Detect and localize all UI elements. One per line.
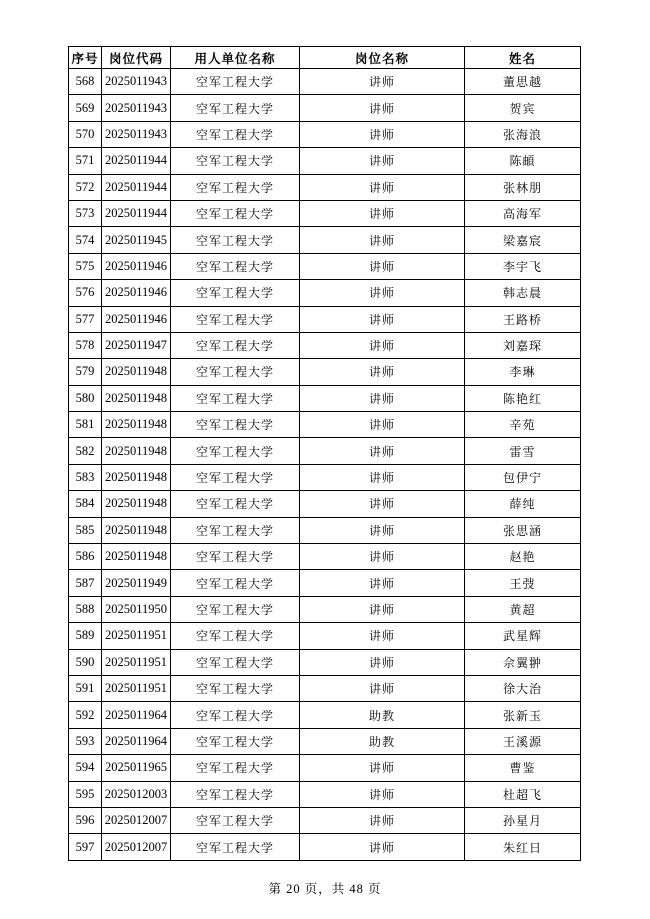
table-row <box>69 332 581 358</box>
cell-position-code: 2025011948 <box>102 491 171 517</box>
cell-person-name: 王溪源 <box>465 728 581 754</box>
table-row <box>69 95 581 121</box>
cell-position-code: 2025011951 <box>102 675 171 701</box>
cell-employer-name: 空军工程大学 <box>171 253 300 279</box>
cell-seq: 568 <box>69 69 102 95</box>
cell-employer-name: 空军工程大学 <box>171 517 300 543</box>
cell-employer-name: 空军工程大学 <box>171 412 300 438</box>
cell-position-name: 讲师 <box>300 834 465 860</box>
cell-person-name: 孙星月 <box>465 807 581 833</box>
header-position-code: 岗位代码 <box>102 47 171 69</box>
table-row <box>69 200 581 226</box>
table-row <box>69 148 581 174</box>
table-row <box>69 464 581 490</box>
cell-position-code: 2025011946 <box>102 306 171 332</box>
cell-position-name: 讲师 <box>300 491 465 517</box>
cell-person-name: 辛苑 <box>465 412 581 438</box>
cell-person-name: 张林朋 <box>465 174 581 200</box>
cell-position-code: 2025011944 <box>102 200 171 226</box>
cell-position-code: 2025011948 <box>102 517 171 543</box>
cell-position-code: 2025011946 <box>102 253 171 279</box>
cell-person-name: 包伊宁 <box>465 464 581 490</box>
table-row <box>69 69 581 95</box>
table-row <box>69 174 581 200</box>
cell-employer-name: 空军工程大学 <box>171 544 300 570</box>
cell-position-name: 讲师 <box>300 781 465 807</box>
cell-employer-name: 空军工程大学 <box>171 438 300 464</box>
table-row <box>69 675 581 701</box>
cell-employer-name: 空军工程大学 <box>171 69 300 95</box>
cell-person-name: 韩志晨 <box>465 280 581 306</box>
table-row <box>69 623 581 649</box>
cell-seq: 571 <box>69 148 102 174</box>
cell-position-name: 讲师 <box>300 200 465 226</box>
cell-seq: 595 <box>69 781 102 807</box>
cell-seq: 582 <box>69 438 102 464</box>
cell-position-code: 2025011948 <box>102 412 171 438</box>
cell-position-code: 2025011965 <box>102 755 171 781</box>
cell-position-name: 讲师 <box>300 69 465 95</box>
cell-employer-name: 空军工程大学 <box>171 570 300 596</box>
cell-position-name: 讲师 <box>300 121 465 147</box>
cell-seq: 586 <box>69 544 102 570</box>
cell-position-code: 2025011949 <box>102 570 171 596</box>
cell-seq: 597 <box>69 834 102 860</box>
cell-seq: 592 <box>69 702 102 728</box>
cell-position-name: 讲师 <box>300 412 465 438</box>
cell-position-code: 2025011964 <box>102 702 171 728</box>
cell-employer-name: 空军工程大学 <box>171 755 300 781</box>
cell-position-name: 助教 <box>300 702 465 728</box>
cell-seq: 573 <box>69 200 102 226</box>
cell-person-name: 杜超飞 <box>465 781 581 807</box>
cell-person-name: 朱红日 <box>465 834 581 860</box>
header-position-name: 岗位名称 <box>300 47 465 69</box>
cell-person-name: 曹鉴 <box>465 755 581 781</box>
table-row <box>69 491 581 517</box>
cell-employer-name: 空军工程大学 <box>171 306 300 332</box>
cell-position-name: 讲师 <box>300 544 465 570</box>
cell-seq: 578 <box>69 332 102 358</box>
cell-position-code: 2025011943 <box>102 95 171 121</box>
cell-employer-name: 空军工程大学 <box>171 623 300 649</box>
cell-position-code: 2025011951 <box>102 649 171 675</box>
header-employer-name: 用人单位名称 <box>171 47 300 69</box>
table-row <box>69 227 581 253</box>
cell-position-name: 讲师 <box>300 359 465 385</box>
table-row <box>69 570 581 596</box>
position-table <box>68 46 581 861</box>
table-row <box>69 438 581 464</box>
cell-employer-name: 空军工程大学 <box>171 807 300 833</box>
cell-seq: 580 <box>69 385 102 411</box>
cell-position-code: 2025011948 <box>102 359 171 385</box>
table-row <box>69 596 581 622</box>
header-person-name: 姓名 <box>465 47 581 69</box>
table-row <box>69 412 581 438</box>
cell-person-name: 贺宾 <box>465 95 581 121</box>
table-body <box>69 69 581 861</box>
cell-position-code: 2025011944 <box>102 148 171 174</box>
cell-person-name: 董思越 <box>465 69 581 95</box>
cell-employer-name: 空军工程大学 <box>171 385 300 411</box>
table-row <box>69 755 581 781</box>
cell-person-name: 薛纯 <box>465 491 581 517</box>
table-row <box>69 306 581 332</box>
cell-seq: 576 <box>69 280 102 306</box>
cell-position-code: 2025011948 <box>102 385 171 411</box>
cell-position-name: 讲师 <box>300 227 465 253</box>
cell-position-name: 讲师 <box>300 306 465 332</box>
cell-employer-name: 空军工程大学 <box>171 174 300 200</box>
cell-seq: 577 <box>69 306 102 332</box>
table-row <box>69 517 581 543</box>
cell-person-name: 王路桥 <box>465 306 581 332</box>
cell-person-name: 陈頔 <box>465 148 581 174</box>
cell-employer-name: 空军工程大学 <box>171 675 300 701</box>
cell-position-name: 讲师 <box>300 280 465 306</box>
cell-employer-name: 空军工程大学 <box>171 359 300 385</box>
table-row <box>69 781 581 807</box>
cell-position-name: 讲师 <box>300 517 465 543</box>
cell-seq: 596 <box>69 807 102 833</box>
cell-person-name: 徐大治 <box>465 675 581 701</box>
cell-seq: 590 <box>69 649 102 675</box>
cell-seq: 584 <box>69 491 102 517</box>
cell-position-name: 讲师 <box>300 649 465 675</box>
table-row <box>69 728 581 754</box>
cell-seq: 574 <box>69 227 102 253</box>
cell-position-name: 讲师 <box>300 755 465 781</box>
cell-employer-name: 空军工程大学 <box>171 464 300 490</box>
table-row <box>69 649 581 675</box>
cell-position-name: 讲师 <box>300 148 465 174</box>
cell-position-name: 讲师 <box>300 438 465 464</box>
cell-employer-name: 空军工程大学 <box>171 649 300 675</box>
cell-person-name: 张思涵 <box>465 517 581 543</box>
cell-position-code: 2025011948 <box>102 544 171 570</box>
cell-seq: 569 <box>69 95 102 121</box>
cell-position-name: 讲师 <box>300 332 465 358</box>
cell-seq: 593 <box>69 728 102 754</box>
table-row <box>69 834 581 860</box>
cell-person-name: 黄超 <box>465 596 581 622</box>
table-row <box>69 121 581 147</box>
cell-position-name: 讲师 <box>300 596 465 622</box>
cell-person-name: 梁嘉宸 <box>465 227 581 253</box>
cell-seq: 575 <box>69 253 102 279</box>
cell-employer-name: 空军工程大学 <box>171 227 300 253</box>
cell-seq: 588 <box>69 596 102 622</box>
cell-position-code: 2025011964 <box>102 728 171 754</box>
cell-person-name: 武星辉 <box>465 623 581 649</box>
cell-seq: 587 <box>69 570 102 596</box>
cell-position-code: 2025012007 <box>102 834 171 860</box>
cell-person-name: 陈艳红 <box>465 385 581 411</box>
cell-person-name: 张海浪 <box>465 121 581 147</box>
cell-position-code: 2025011948 <box>102 464 171 490</box>
page-footer: 第 20 页，共 48 页 <box>268 882 382 896</box>
table-row <box>69 544 581 570</box>
cell-person-name: 李宇飞 <box>465 253 581 279</box>
cell-position-name: 讲师 <box>300 570 465 596</box>
table-row <box>69 253 581 279</box>
cell-position-name: 讲师 <box>300 253 465 279</box>
cell-position-code: 2025011947 <box>102 332 171 358</box>
cell-position-name: 讲师 <box>300 623 465 649</box>
cell-position-name: 讲师 <box>300 807 465 833</box>
cell-position-name: 讲师 <box>300 464 465 490</box>
table-row <box>69 807 581 833</box>
table-row <box>69 359 581 385</box>
cell-seq: 594 <box>69 755 102 781</box>
cell-position-name: 讲师 <box>300 385 465 411</box>
cell-seq: 572 <box>69 174 102 200</box>
cell-position-code: 2025011951 <box>102 623 171 649</box>
cell-position-code: 2025011943 <box>102 121 171 147</box>
cell-position-code: 2025011944 <box>102 174 171 200</box>
cell-position-code: 2025012003 <box>102 781 171 807</box>
cell-position-name: 讲师 <box>300 675 465 701</box>
cell-person-name: 佘翼翀 <box>465 649 581 675</box>
cell-person-name: 刘嘉琛 <box>465 332 581 358</box>
cell-employer-name: 空军工程大学 <box>171 332 300 358</box>
table-row <box>69 702 581 728</box>
table-row <box>69 280 581 306</box>
cell-person-name: 雷雪 <box>465 438 581 464</box>
cell-employer-name: 空军工程大学 <box>171 200 300 226</box>
cell-employer-name: 空军工程大学 <box>171 95 300 121</box>
cell-employer-name: 空军工程大学 <box>171 834 300 860</box>
cell-seq: 581 <box>69 412 102 438</box>
cell-position-name: 讲师 <box>300 95 465 121</box>
cell-employer-name: 空军工程大学 <box>171 781 300 807</box>
cell-employer-name: 空军工程大学 <box>171 728 300 754</box>
table-header-row <box>69 47 581 69</box>
cell-employer-name: 空军工程大学 <box>171 148 300 174</box>
cell-employer-name: 空军工程大学 <box>171 596 300 622</box>
cell-seq: 591 <box>69 675 102 701</box>
cell-seq: 589 <box>69 623 102 649</box>
cell-person-name: 张新玉 <box>465 702 581 728</box>
cell-seq: 570 <box>69 121 102 147</box>
cell-person-name: 赵艳 <box>465 544 581 570</box>
cell-position-code: 2025011950 <box>102 596 171 622</box>
cell-position-code: 2025011943 <box>102 69 171 95</box>
cell-employer-name: 空军工程大学 <box>171 121 300 147</box>
cell-position-code: 2025012007 <box>102 807 171 833</box>
table-row <box>69 385 581 411</box>
cell-employer-name: 空军工程大学 <box>171 491 300 517</box>
cell-person-name: 李琳 <box>465 359 581 385</box>
header-seq: 序号 <box>69 47 102 69</box>
cell-position-code: 2025011945 <box>102 227 171 253</box>
cell-employer-name: 空军工程大学 <box>171 280 300 306</box>
cell-position-code: 2025011948 <box>102 438 171 464</box>
cell-seq: 583 <box>69 464 102 490</box>
cell-person-name: 王弢 <box>465 570 581 596</box>
cell-seq: 585 <box>69 517 102 543</box>
cell-position-name: 助教 <box>300 728 465 754</box>
cell-position-code: 2025011946 <box>102 280 171 306</box>
cell-person-name: 高海军 <box>465 200 581 226</box>
cell-seq: 579 <box>69 359 102 385</box>
cell-position-name: 讲师 <box>300 174 465 200</box>
cell-employer-name: 空军工程大学 <box>171 702 300 728</box>
